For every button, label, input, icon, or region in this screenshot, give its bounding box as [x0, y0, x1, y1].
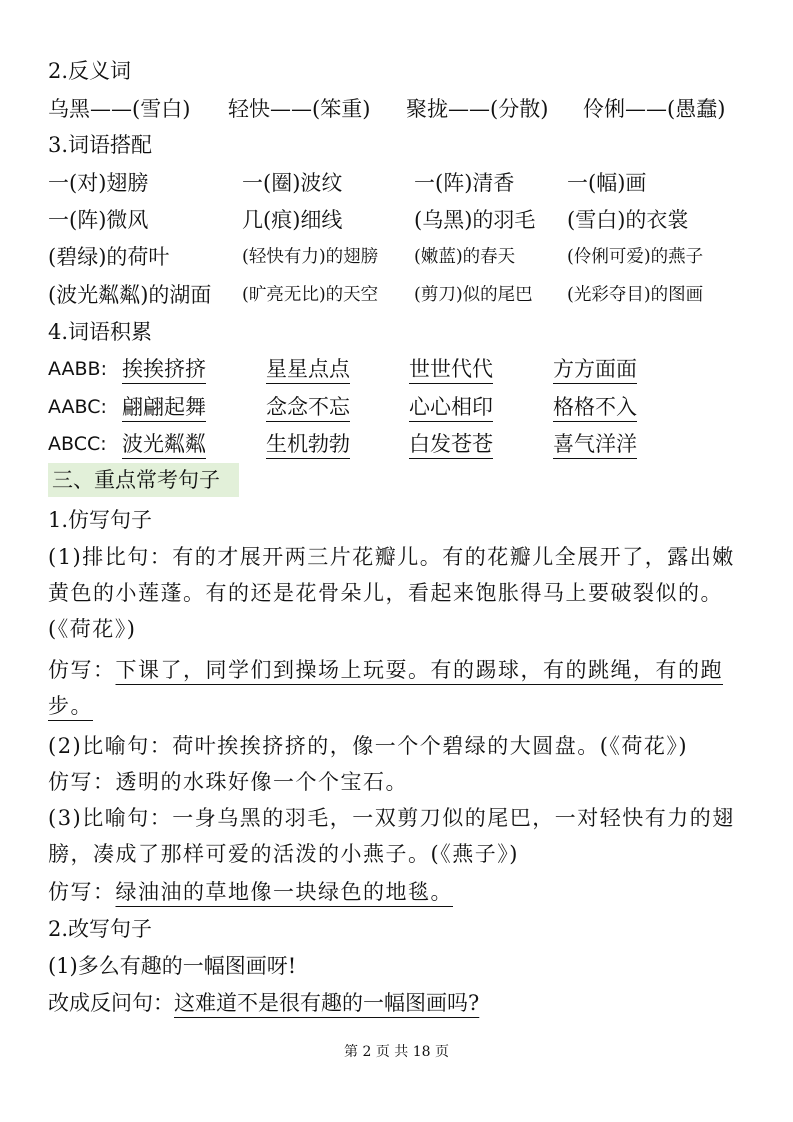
rewrite-answer: 这难道不是很有趣的一幅图画吗? — [174, 991, 480, 1015]
collocation-item: (波光粼粼)的湖面 — [48, 283, 212, 307]
collocation-item: (光彩夺目)的图画 — [567, 285, 704, 305]
accumulation-word: 星星点点 — [266, 357, 350, 381]
antonyms-heading: 2.反义词 — [48, 59, 132, 83]
collocation-item: 一(圈)波纹 — [242, 171, 343, 195]
collocation-heading: 3.词语搭配 — [48, 133, 153, 157]
answer-text: 透明的水珠好像一个个宝石。 — [115, 770, 408, 794]
rewrite-label: 改成反问句： — [48, 991, 174, 1015]
accumulation-word: 心心相印 — [409, 395, 493, 419]
accumulation-word: 白发苍苍 — [409, 432, 493, 456]
accumulation-word: 翩翩起舞 — [122, 395, 206, 419]
page-total: 18 — [412, 1044, 431, 1060]
imitation-answer — [48, 764, 748, 800]
accumulation-word: 方方面面 — [553, 357, 637, 381]
antonym-pair: 轻快——(笨重) — [228, 97, 371, 121]
collocation-item: 一(阵)微风 — [48, 208, 149, 232]
accumulation-heading: 4.词语积累 — [48, 320, 153, 344]
antonym-pair: 伶俐——(愚蠢) — [583, 97, 726, 121]
accumulation-word: 世世代代 — [409, 357, 493, 381]
page-number: 2 — [362, 1044, 372, 1060]
accumulation-word: 格格不入 — [553, 395, 637, 419]
imitate-heading: 1.仿写句子 — [48, 508, 153, 532]
collocation-item: (碧绿)的荷叶 — [48, 245, 170, 269]
antonym-pair: 乌黑——(雪白) — [48, 97, 191, 121]
collocation-item: (乌黑)的羽毛 — [414, 208, 536, 232]
collocation-item: (伶俐可爱)的燕子 — [567, 247, 704, 267]
sentence-item: (3)比喻句：一身乌黑的羽毛，一双剪刀似的尾巴，一对轻快有力的翅膀，凑成了那样可爱的活泼的小燕子。(《燕子》) — [48, 806, 735, 866]
answer-label: 仿写： — [48, 658, 116, 682]
imitation-answer — [48, 874, 748, 910]
answer-text: 下课了，同学们到操场上玩耍。有的踢球，有的跳绳，有的跑步。 — [48, 658, 723, 718]
rewrite-item: (1)多么有趣的一幅图画呀! — [48, 954, 297, 978]
sentence-item: (1)排比句：有的才展开两三片花瓣儿。有的花瓣儿全展开了，露出嫩黄色的小莲蓬。有的还是花骨朵儿，看起来饱胀得马上要破裂似的。(《荷花》) — [48, 545, 735, 641]
collocation-item: (雪白)的衣裳 — [567, 208, 689, 232]
pattern-label: AABC: — [48, 396, 107, 418]
pattern-label: ABCC: — [48, 433, 107, 455]
page-footer: 第 2 页 共 18 页 — [343, 1044, 449, 1060]
answer-text: 绿油油的草地像一块绿色的地毯。 — [115, 880, 453, 904]
accumulation-word: 波光粼粼 — [122, 432, 206, 456]
collocation-item: 几(痕)细线 — [242, 208, 343, 232]
collocation-item: (轻快有力)的翅膀 — [242, 247, 379, 267]
accumulation-word: 念念不忘 — [266, 395, 350, 419]
answer-label: 仿写： — [48, 770, 116, 794]
collocation-item: 一(阵)清香 — [414, 171, 515, 195]
rewrite-answer-line — [48, 988, 747, 1018]
section-title: 三、重点常考句子 — [52, 468, 220, 492]
collocation-item: (嫩蓝)的春天 — [414, 247, 516, 267]
accumulation-word: 挨挨挤挤 — [122, 357, 206, 381]
collocation-item: (剪刀)似的尾巴 — [414, 285, 533, 305]
collocation-item: 一(幅)画 — [567, 171, 647, 195]
antonym-pair: 聚拢——(分散) — [406, 97, 549, 121]
collocation-item: (旷亮无比)的天空 — [242, 285, 379, 305]
pattern-label: AABB: — [48, 358, 107, 380]
collocation-item: 一(对)翅膀 — [48, 171, 149, 195]
accumulation-word: 喜气洋洋 — [553, 432, 637, 456]
section-title-highlight — [48, 463, 239, 497]
accumulation-word: 生机勃勃 — [266, 432, 350, 456]
rewrite-heading: 2.改写句子 — [48, 917, 153, 941]
imitation-answer — [48, 652, 748, 724]
sentence-item: (2)比喻句：荷叶挨挨挤挤的，像一个个碧绿的大圆盘。(《荷花》) — [48, 734, 689, 758]
answer-label: 仿写： — [48, 880, 116, 904]
